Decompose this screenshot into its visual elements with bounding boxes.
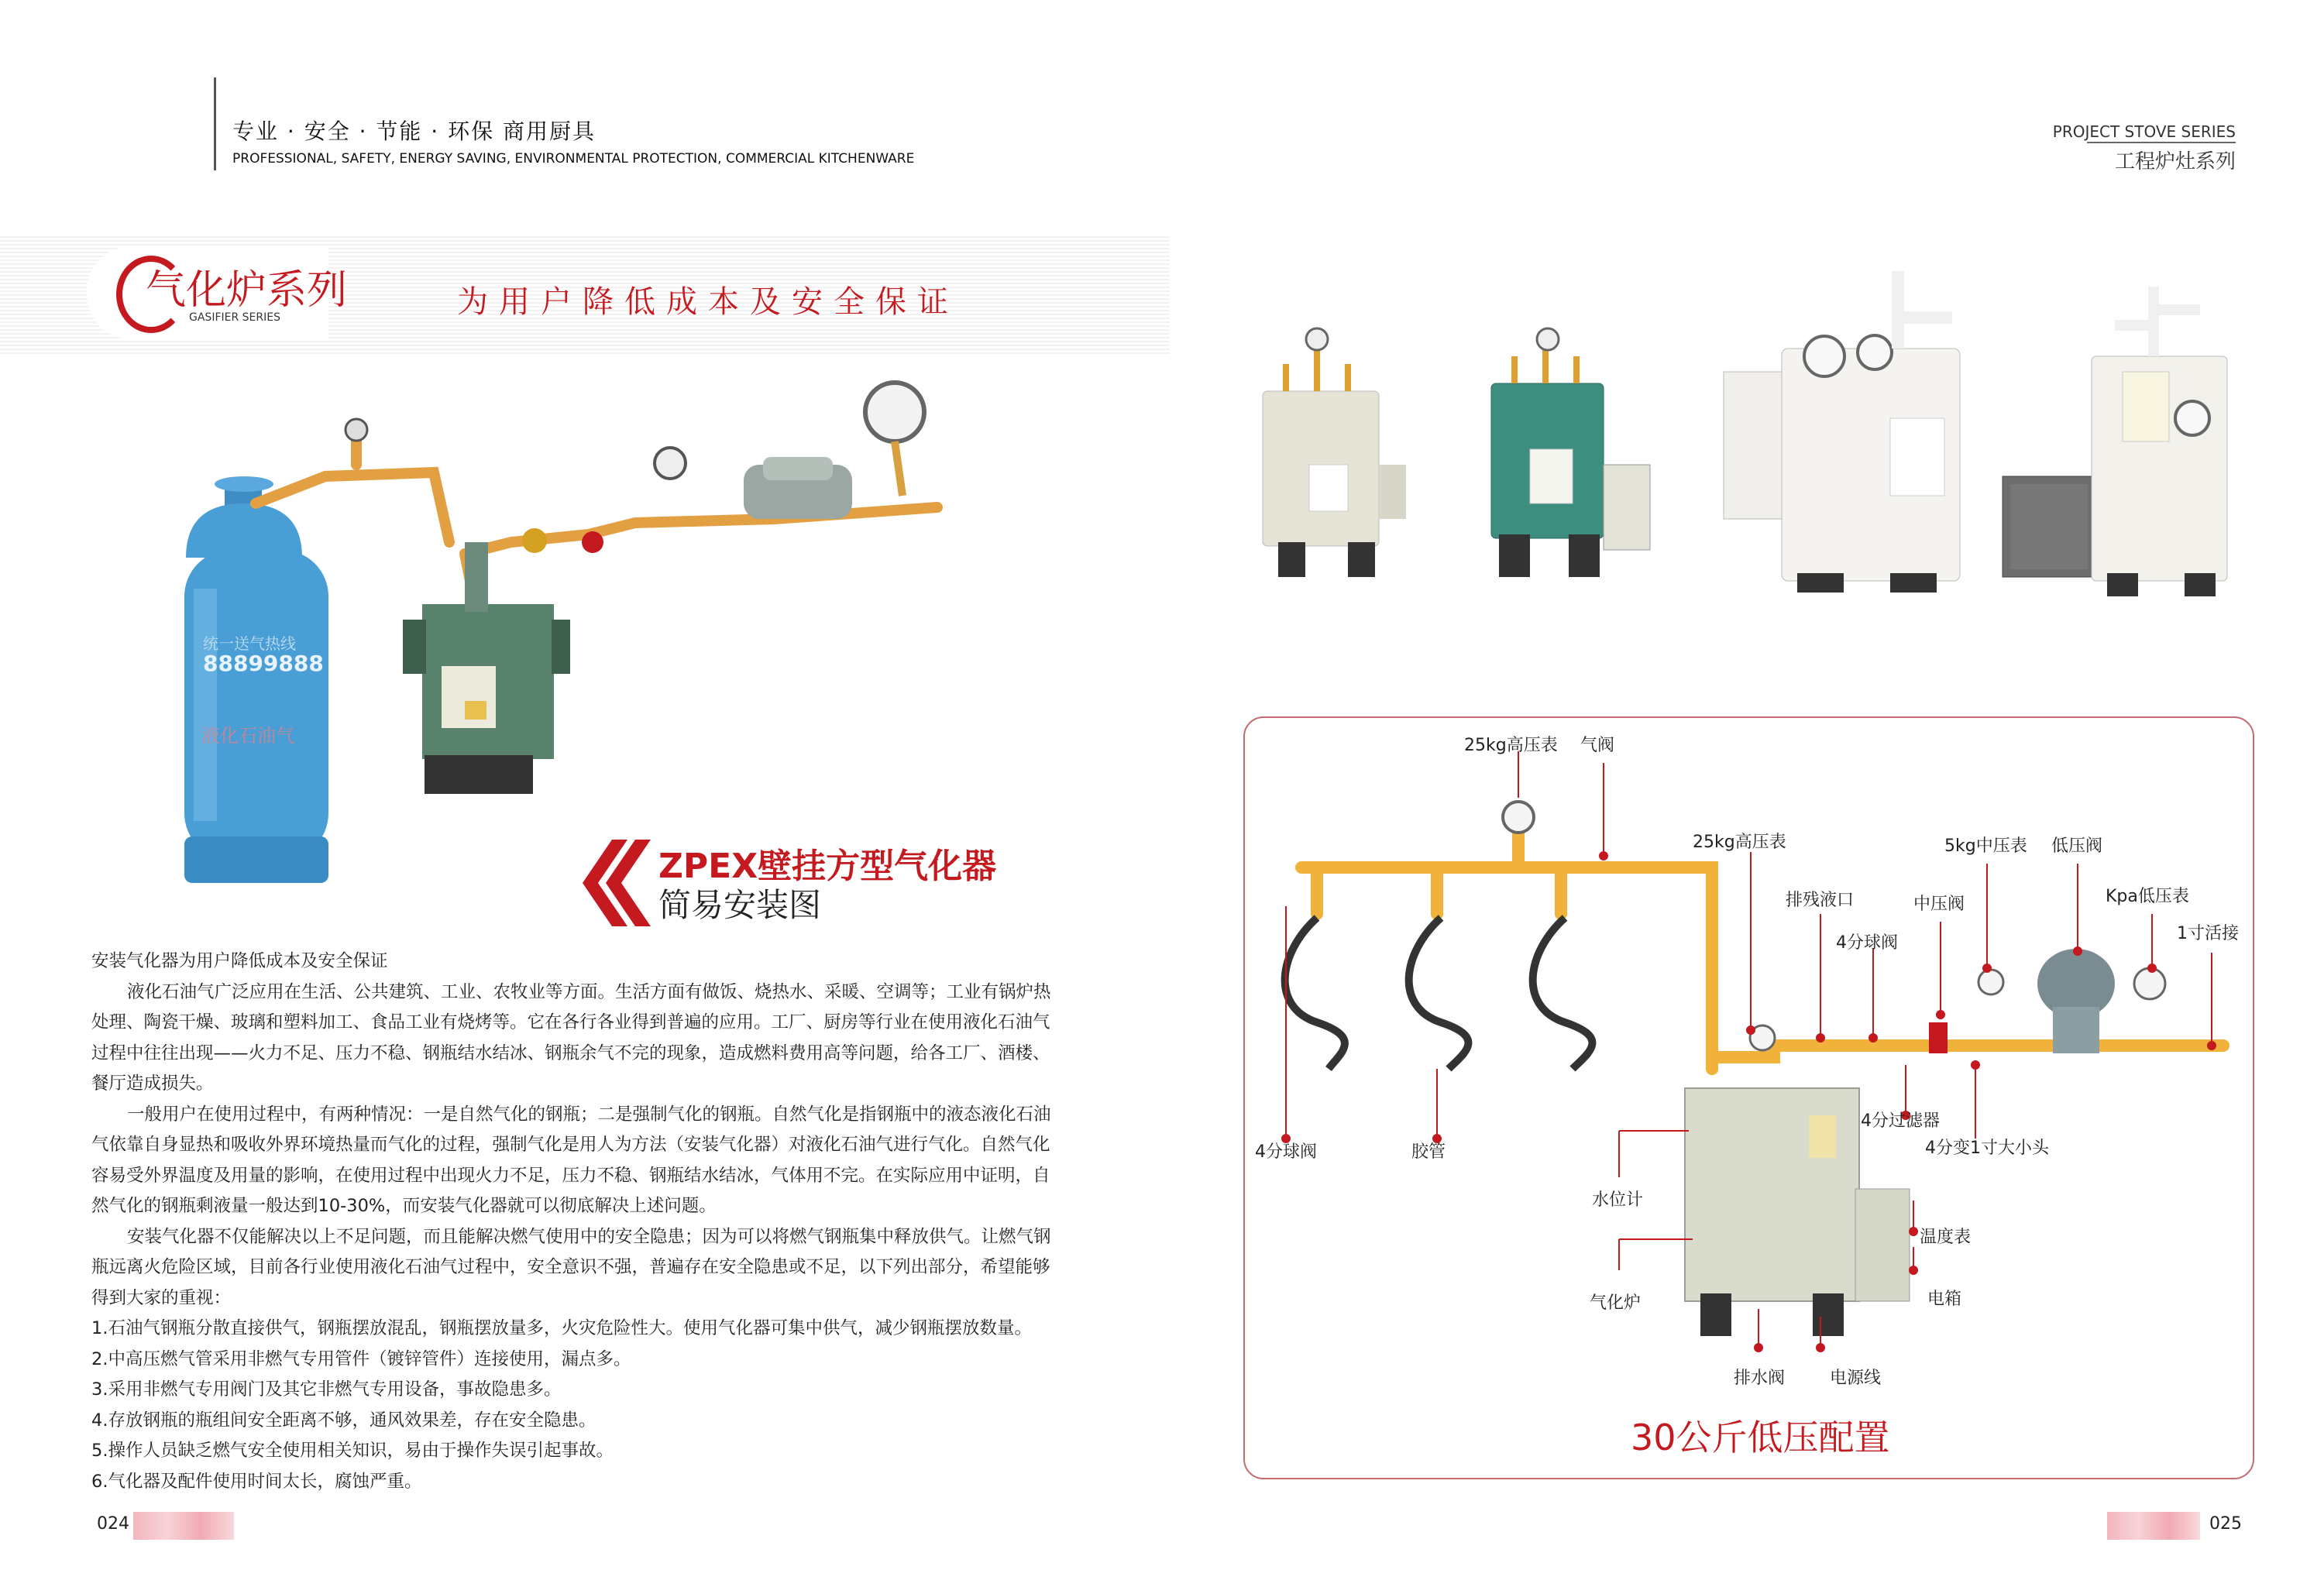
header-series-en: PROJECT STOVE SERIES (2052, 122, 2236, 141)
list-item: 3.采用非燃气专用阀门及其它非燃气专用设备，事故隐患多。 (91, 1379, 562, 1400)
label-water-level: 水位计 (1592, 1190, 1644, 1210)
label-kpa-gauge: Kpa低压表 (2106, 887, 2189, 906)
label-union: 1寸活接 (2177, 924, 2239, 943)
header-series-cn: 工程炉灶系列 (2114, 150, 2236, 173)
label-high-gauge-top: 25kg高压表 (1464, 736, 1558, 755)
header-slogan-cn: 专业 · 安全 · 节能 · 环保 商用厨具 (232, 119, 596, 144)
body-paragraph-1: 液化石油气广泛应用在生活、公共建筑、工业、农牧业等方面。生活方面有做饭、烧热水、采暖、空调等；工业有锅炉热处理、陶瓷干燥、玻璃和塑料加工、食品工业有烧烤等。它在各行各业得到普遍的应用。工厂、厨房等行业在使用液化石油气过程中往往出现——火力不足、压力不稳、钢瓶结水结冰、钢瓶余气不完的现象，造成燃料费用高等问题，给各工厂、酒楼、餐厅造成损失。 (91, 981, 1051, 1094)
body-heading: 安装气化器为用户降低成本及安全保证 (91, 951, 388, 971)
body-paragraph-3: 安装气化器不仅能解决以上不足问题，而且能解决燃气使用中的安全隐患；因为可以将燃气钢瓶集中释放供气。让燃气钢瓶远离火危险区域，目前各行业使用液化石油气过程中，安全意识不强，普遍存在安全隐患或不足，以下列出部分，希望能够得到大家的重视： (91, 1226, 1051, 1308)
page-number-left: 024 (97, 1514, 129, 1534)
label-drain-outlet: 排残液口 (1786, 891, 1855, 910)
list-item: 2.中高压燃气管采用非燃气专用管件（镀锌管件）连接使用，漏点多。 (91, 1348, 631, 1369)
section-subtitle: GASIFIER SERIES (189, 311, 280, 324)
label-thermometer: 温度表 (1920, 1228, 1972, 1247)
label-mid-gauge: 5kg中压表 (1944, 836, 2027, 856)
product-title: ZPEX壁挂方型气化器 (658, 847, 997, 886)
label-mid-valve: 中压阀 (1913, 895, 1965, 914)
diagram-title: 30公斤低压配置 (1631, 1417, 1890, 1458)
label-vaporizer: 气化炉 (1590, 1293, 1642, 1313)
list-item: 1.石油气钢瓶分散直接供气，钢瓶摆放混乱，钢瓶摆放量多，火灾危险性大。使用气化器可集中供气，减少钢瓶摆放数量。 (91, 1318, 1032, 1338)
tank-label-hotline: 统一送气热线 (203, 634, 296, 653)
label-hose: 胶管 (1411, 1142, 1446, 1162)
label-high-gauge: 25kg高压表 (1693, 833, 1786, 852)
section-title: 气化炉系列 (146, 267, 348, 314)
page-number-right: 025 (2209, 1514, 2242, 1534)
label-reducer: 4分变1寸大小头 (1925, 1139, 2049, 1158)
label-drain-valve: 排水阀 (1734, 1369, 1786, 1388)
section-slogan: 为用户降低成本及安全保证 (457, 284, 959, 320)
label-ball-valve-left: 4分球阀 (1255, 1142, 1317, 1162)
label-filter: 4分过滤器 (1861, 1111, 1940, 1131)
label-ball-valve-right: 4分球阀 (1836, 933, 1898, 953)
product-subtitle: 简易安装图 (658, 886, 822, 924)
list-item: 5.操作人员缺乏燃气安全使用相关知识，易由于操作失误引起事故。 (91, 1441, 614, 1461)
tank-label-product: 液化石油气 (201, 725, 294, 747)
label-low-valve: 低压阀 (2051, 836, 2103, 856)
label-power-cord: 电源线 (1830, 1369, 1882, 1388)
header-slogan-en: PROFESSIONAL, SAFETY, ENERGY SAVING, ENVIRONMENTAL PROTECTION, COMMERCIAL KITCHENWARE (232, 151, 915, 167)
label-gas-valve: 气阀 (1580, 736, 1615, 755)
list-item: 6.气化器及配件使用时间太长，腐蚀严重。 (91, 1471, 422, 1492)
body-paragraph-2: 一般用户在使用过程中，有两种情况：一是自然气化的钢瓶；二是强制气化的钢瓶。自然气化是指钢瓶中的液态液化石油气依靠自身显热和吸收外界环境热量而气化的过程，强制气化是用人为方法（安装气化器）对液化石油气进行气化。自然气化容易受外界温度及用量的影响，在使用过程中出现火力不足，压力不稳、钢瓶结水结冰，气体用不完。在实际应用中证明，自然气化的钢瓶剩液量一般达到10-30%，而安装气化器就可以彻底解决上述问题。 (91, 1104, 1051, 1216)
label-electric-box: 电箱 (1927, 1290, 1962, 1309)
list-item: 4.存放钢瓶的瓶组间安全距离不够，通风效果差，存在安全隐患。 (91, 1410, 596, 1431)
tank-label-number: 88899888 (203, 651, 324, 676)
